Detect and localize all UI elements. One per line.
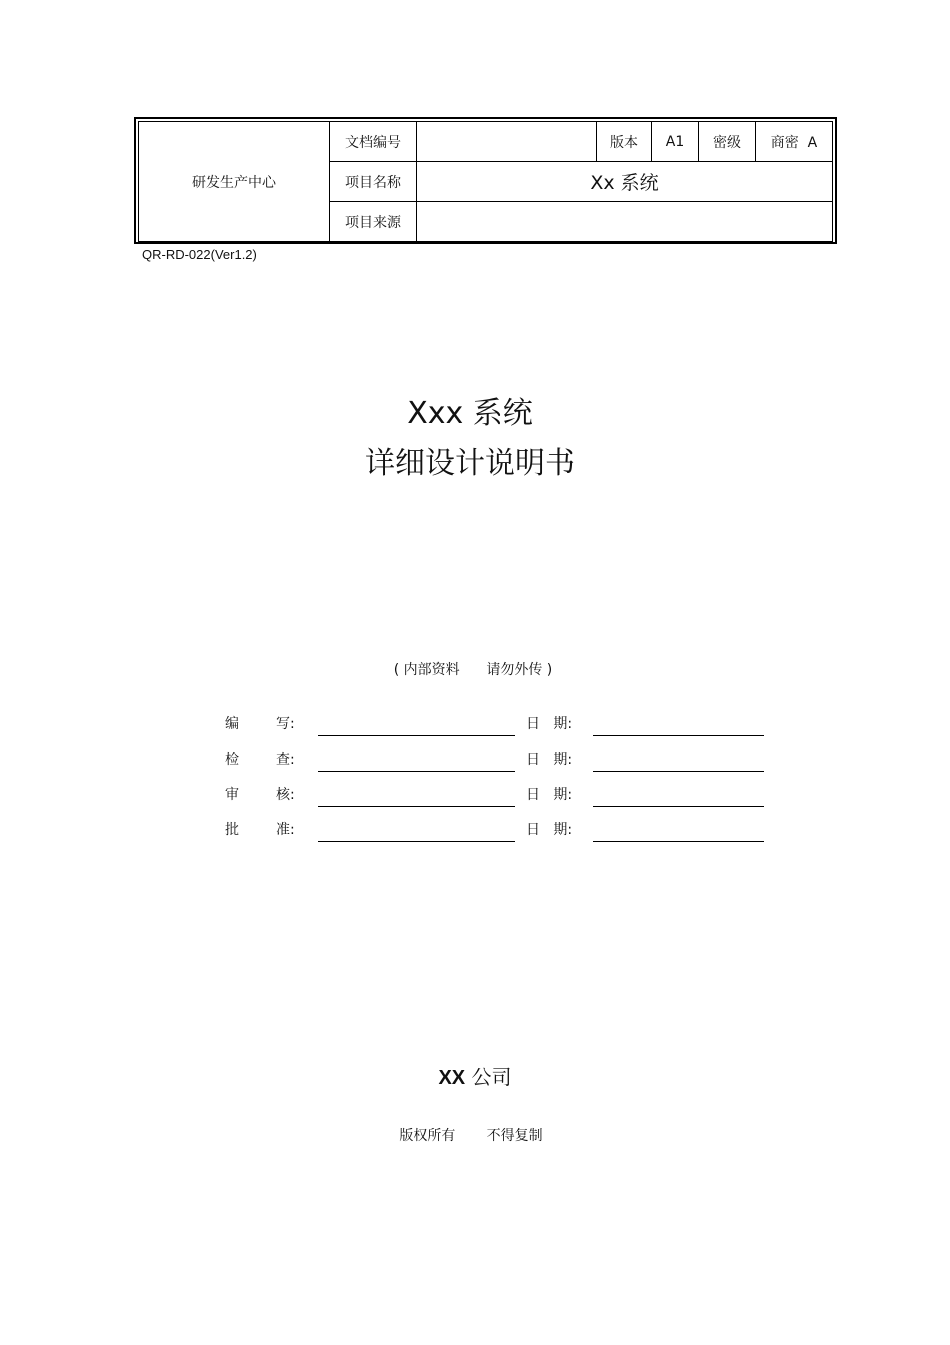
- security-label: 密级: [699, 122, 756, 162]
- signature-row-reviewer: [0, 778, 950, 810]
- company-name-rest: 公司: [465, 1065, 512, 1089]
- date-label: 日 期:: [526, 787, 573, 803]
- project-source-label: 项目来源: [330, 202, 417, 242]
- document-title-system: Xxx 系统: [407, 396, 533, 431]
- signature-line: [318, 841, 515, 842]
- role-label-char2: 准:: [276, 822, 295, 838]
- date-label: 日 期:: [526, 716, 573, 732]
- role-label-char1: 批: [225, 822, 239, 838]
- confidentiality-notice: ( 内部资料 请勿外传 ): [393, 662, 553, 678]
- role-label-char2: 写:: [276, 716, 295, 732]
- project-source-value: [417, 202, 833, 242]
- signature-line: [318, 771, 515, 772]
- role-label-char1: 编: [225, 716, 239, 732]
- company-name: [0, 1061, 950, 1090]
- date-line: [593, 771, 764, 772]
- project-name-value: Xx 系统: [417, 162, 833, 202]
- signature-line: [318, 806, 515, 807]
- signature-row-approver: [0, 813, 950, 845]
- date-label: 日 期:: [526, 822, 573, 838]
- role-label-char2: 核:: [276, 787, 295, 803]
- department-cell: 研发生产中心: [139, 122, 330, 242]
- signature-line: [318, 735, 515, 736]
- company-name-bold: XX: [438, 1067, 466, 1089]
- signature-row-checker: [0, 743, 950, 775]
- date-line: [593, 841, 764, 842]
- role-label-char2: 查:: [276, 752, 295, 768]
- date-line: [593, 806, 764, 807]
- document-header-box: [134, 117, 837, 244]
- document-title-type: 详细设计说明书: [365, 446, 575, 481]
- form-code: QR-RD-022(Ver1.2): [142, 247, 257, 262]
- copyright-notice: 版权所有 不得复制: [399, 1128, 543, 1144]
- security-value: 商密 A: [756, 122, 833, 162]
- version-label: 版本: [597, 122, 652, 162]
- role-label-char1: 检: [225, 752, 239, 768]
- date-label: 日 期:: [526, 752, 573, 768]
- doc-number-value: [417, 122, 597, 162]
- doc-number-label: 文档编号: [330, 122, 417, 162]
- date-line: [593, 735, 764, 736]
- document-header-table: [138, 121, 833, 242]
- role-label-char1: 审: [225, 787, 239, 803]
- project-name-label: 项目名称: [330, 162, 417, 202]
- signature-row-author: [0, 707, 950, 739]
- version-value: A1: [652, 122, 699, 162]
